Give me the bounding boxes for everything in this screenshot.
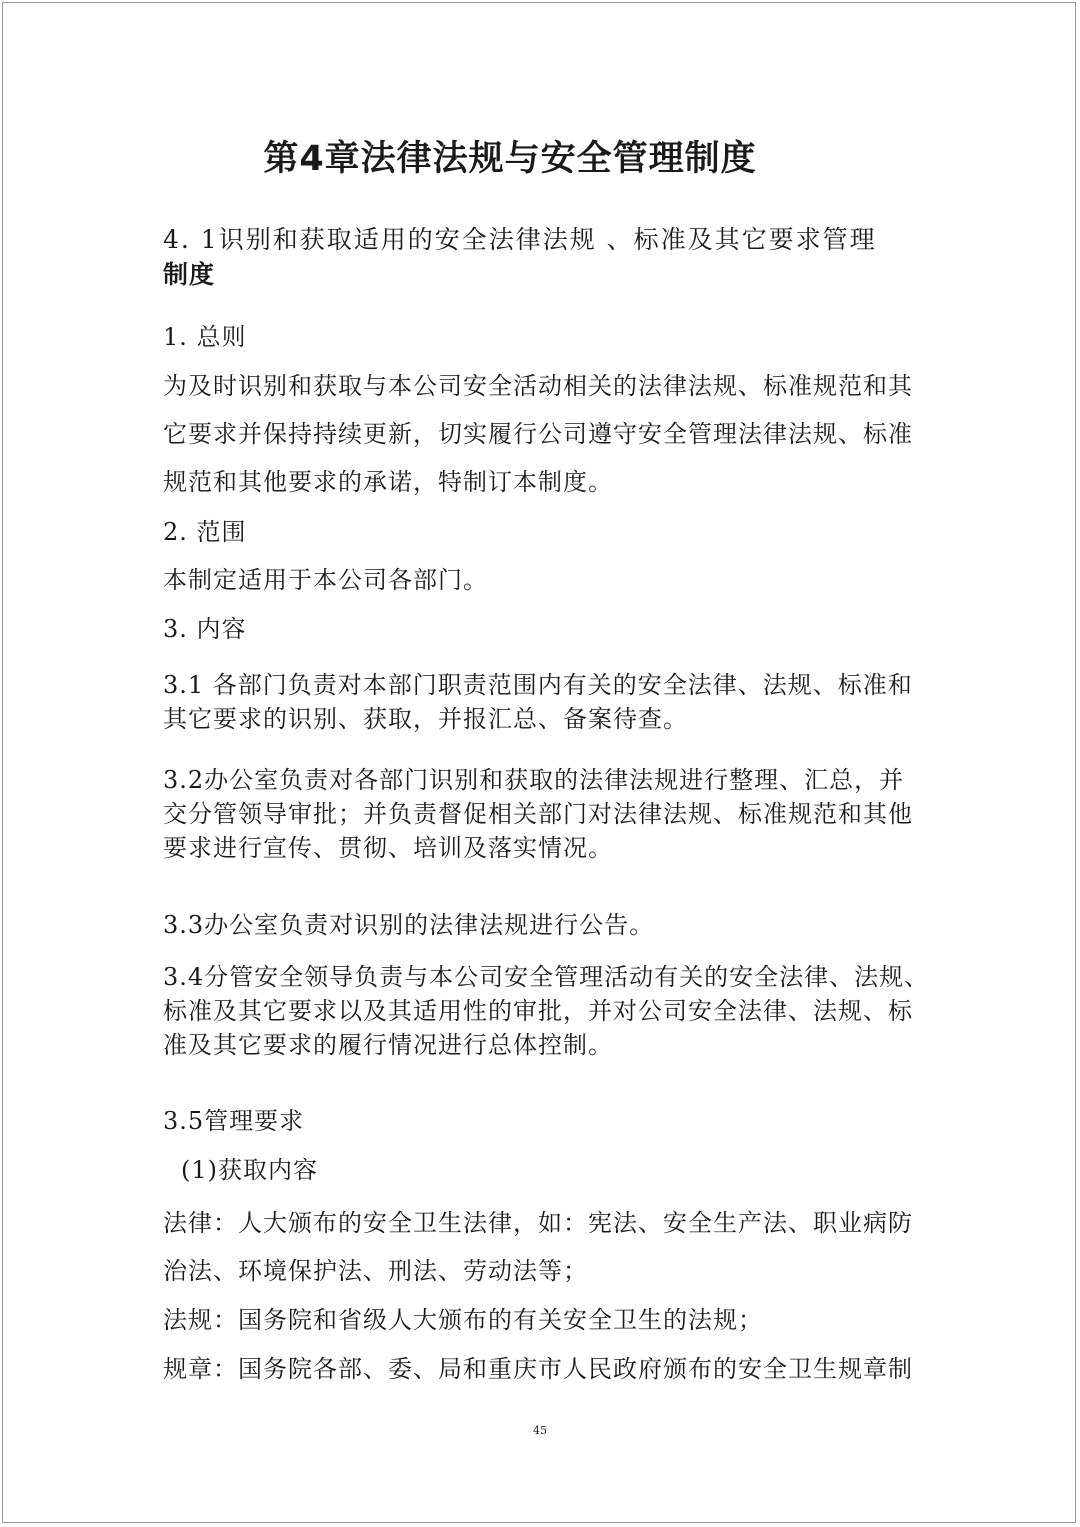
paragraph-content-heading bbox=[163, 605, 933, 653]
paragraph-3-5-heading bbox=[163, 1097, 933, 1145]
text-line: 3.5管理要求 bbox=[163, 1107, 305, 1135]
paragraph-3-4 bbox=[163, 960, 933, 1062]
paragraph-general bbox=[163, 362, 933, 506]
paragraph-regulations bbox=[163, 1296, 933, 1344]
text-line: 3.1 各部门负责对本部门职责范围内有关的安全法律、法规、标准和 bbox=[163, 671, 913, 699]
paragraph-3-2 bbox=[163, 763, 933, 865]
section-heading-line-2: 制度 bbox=[163, 260, 216, 289]
text-line: 1. 总则 bbox=[163, 323, 247, 351]
paragraph-rules bbox=[163, 1345, 933, 1393]
text-line: 为及时识别和获取与本公司安全活动相关的法律法规、标准规范和其 bbox=[163, 372, 913, 400]
page-number: 45 bbox=[533, 1424, 547, 1437]
text-line: 交分管领导审批；并负责督促相关部门对法律法规、标准规范和其他 bbox=[163, 800, 913, 828]
paragraph-3-1 bbox=[163, 668, 933, 736]
paragraph-general-heading bbox=[163, 313, 933, 361]
text-line: 治法、环境保护法、刑法、劳动法等； bbox=[163, 1257, 588, 1285]
text-line: 其它要求的识别、获取，并报汇总、备案待查。 bbox=[163, 705, 688, 733]
text-line: 标准及其它要求以及其适用性的审批，并对公司安全法律、法规、标 bbox=[163, 997, 913, 1025]
text-line: 法规：国务院和省级人大颁布的有关安全卫生的法规； bbox=[163, 1306, 763, 1334]
text-line: 3.4分管安全领导负责与本公司安全管理活动有关的安全法律、法规、 bbox=[163, 963, 930, 991]
text-line: 法律：人大颁布的安全卫生法律，如：宪法、安全生产法、职业病防 bbox=[163, 1209, 913, 1237]
paragraph-3-3 bbox=[163, 901, 933, 949]
section-heading-line-1: 4. 1识别和获取适用的安全法律法规 、标准及其它要求管理 bbox=[163, 225, 877, 254]
text-line: 3.2办公室负责对各部门识别和获取的法律法规进行整理、汇总，并 bbox=[163, 766, 905, 794]
text-line: 它要求并保持持续更新，切实履行公司遵守安全管理法律法规、标准 bbox=[163, 420, 913, 448]
text-line: 要求进行宣传、贯彻、培训及落实情况。 bbox=[163, 834, 613, 862]
paragraph-scope-heading bbox=[163, 508, 933, 556]
text-line: (1)获取内容 bbox=[181, 1156, 318, 1184]
text-line: 3. 内容 bbox=[163, 615, 247, 643]
paragraph-scope bbox=[163, 556, 933, 604]
text-line: 规章：国务院各部、委、局和重庆市人民政府颁布的安全卫生规章制 bbox=[163, 1355, 913, 1383]
chapter-title: 第4章法律法规与安全管理制度 bbox=[263, 139, 757, 179]
paragraph-laws bbox=[163, 1199, 933, 1295]
text-line: 规范和其他要求的承诺，特制订本制度。 bbox=[163, 468, 613, 496]
text-line: 2. 范围 bbox=[163, 518, 247, 546]
section-heading bbox=[163, 222, 923, 292]
text-line: 准及其它要求的履行情况进行总体控制。 bbox=[163, 1031, 613, 1059]
text-line: 3.3办公室负责对识别的法律法规进行公告。 bbox=[163, 911, 655, 939]
paragraph-obtain-content bbox=[181, 1146, 951, 1194]
text-line: 本制定适用于本公司各部门。 bbox=[163, 566, 488, 594]
